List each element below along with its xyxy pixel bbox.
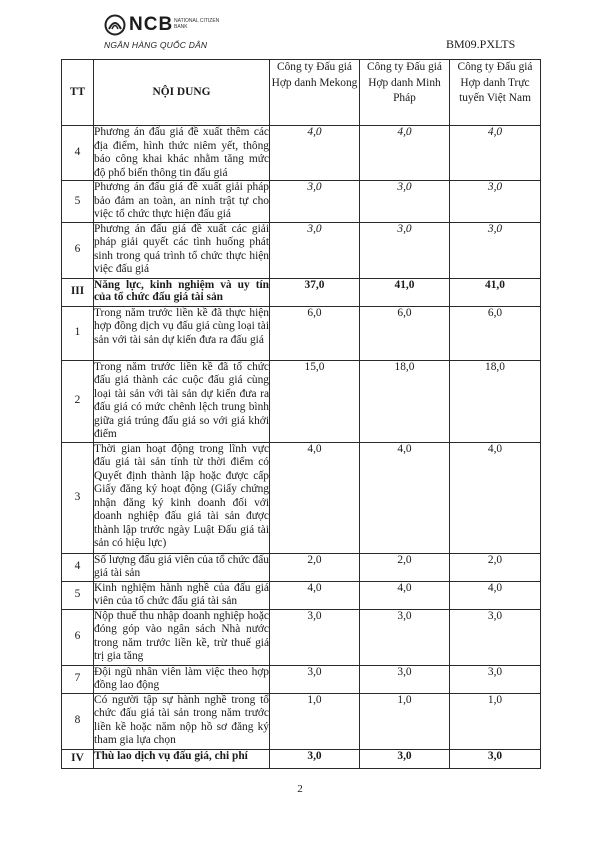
table-row	[62, 442, 541, 553]
section-row	[62, 278, 541, 306]
row-score-3: 3,0	[450, 665, 541, 693]
section-score-1: 37,0	[270, 278, 360, 306]
page-number: 2	[297, 783, 303, 795]
logo-english-name: NATIONAL CITIZEN BANK	[174, 18, 220, 30]
row-score-2: 3,0	[360, 181, 450, 223]
table-row	[62, 693, 541, 749]
row-score-1: 2,0	[270, 553, 360, 581]
row-number: 5	[62, 181, 94, 223]
row-content: Nộp thuế thu nhập doanh nghiệp hoặc đóng góp vào ngân sách Nhà nước trong năm trước liền kề, trừ thuế giá trị gia tăng	[94, 609, 270, 665]
row-score-3: 4,0	[450, 442, 541, 553]
row-score-2: 3,0	[360, 609, 450, 665]
row-content: Trong năm trước liền kề đã tổ chức đấu giá thành các cuộc đấu giá cùng loại tài sản với tài sản dự kiến đưa ra đấu giá có mức chênh lệch trung bình giữa giá trúng đấu giá so với giá khởi điểm	[94, 360, 269, 440]
row-number: 4	[62, 126, 94, 181]
row-content: Phương án đấu giá đề xuất các giải pháp giải quyết các tình huống phát sinh trong quá trình tổ chức thực hiện việc đấu giá	[94, 222, 270, 278]
row-score-2: 3,0	[360, 665, 450, 693]
row-score-1: 4,0	[270, 581, 360, 609]
row-content: Thời gian hoạt động trong lĩnh vực đấu giá tài sản tính từ thời điểm có Quyết định thành lập hoặc được cấp Giấy đăng ký hoạt động (Giấy chứng nhận đăng ký kinh doanh đối với doanh nghiệp đấu giá tài sản được thành lập trước ngày Luật Đấu giá tài sản có hiệu lực)	[94, 442, 270, 553]
row-number: 6	[62, 222, 94, 278]
row-score-1: 3,0	[270, 609, 360, 665]
row-content: Đội ngũ nhân viên làm việc theo hợp đồng lao động	[94, 665, 269, 691]
section-title: Năng lực, kinh nghiệm và uy tín của tổ chức đấu giá tài sản	[94, 278, 270, 306]
row-number: 5	[62, 581, 94, 609]
row-score-3: 1,0	[450, 693, 541, 749]
header-org-3: Công ty Đấu giá Hợp danh Trực tuyến Việt Nam	[450, 60, 541, 126]
row-score-2: 4,0	[360, 126, 450, 181]
row-score-1: 4,0	[270, 126, 360, 181]
row-score-1: 15,0	[270, 360, 360, 442]
row-score-3: 3,0	[450, 222, 541, 278]
section-row	[62, 749, 541, 768]
ncb-logo	[104, 14, 234, 54]
row-score-1: 3,0	[270, 222, 360, 278]
row-content: Có người tập sự hành nghề trong tổ chức đấu giá tài sản trong năm trước liền kề hoặc năm nộp hồ sơ đăng ký tham gia lựa chọn	[94, 693, 270, 749]
logo-vietnamese-name: NGÂN HÀNG QUỐC DÂN	[104, 40, 208, 50]
row-score-3: 3,0	[450, 181, 541, 223]
row-score-3: 6,0	[450, 306, 541, 360]
section-score-2: 3,0	[360, 749, 450, 768]
row-content: Phương án đấu giá đề xuất thêm các địa điểm, hình thức niêm yết, thông báo công khai khác nhằm tăng mức độ phổ biến thông tin đấu giá	[94, 126, 269, 179]
table-row	[62, 665, 541, 693]
row-score-2: 3,0	[360, 222, 450, 278]
section-title: Thù lao dịch vụ đấu giá, chi phí	[94, 749, 270, 768]
row-score-2: 4,0	[360, 581, 450, 609]
row-content: Số lượng đấu giá viên của tổ chức đấu giá tài sản	[94, 553, 269, 579]
table-row	[62, 553, 541, 581]
section-score-3: 41,0	[450, 278, 541, 306]
section-number: IV	[62, 749, 94, 768]
row-score-3: 3,0	[450, 609, 541, 665]
row-number: 8	[62, 693, 94, 749]
row-content: Phương án đấu giá đề xuất giải pháp bảo đảm an toàn, an ninh trật tự cho việc tổ chức thực hiện đấu giá	[94, 181, 269, 220]
section-score-2: 41,0	[360, 278, 450, 306]
row-score-1: 1,0	[270, 693, 360, 749]
page-header	[0, 0, 600, 58]
row-score-2: 4,0	[360, 442, 450, 553]
header-tt: TT	[62, 60, 94, 126]
row-score-2: 18,0	[360, 360, 450, 442]
table-row	[62, 581, 541, 609]
table-row	[62, 222, 541, 278]
ncb-logo-mark-icon	[104, 14, 126, 36]
table-row	[62, 181, 541, 223]
row-score-3: 4,0	[450, 126, 541, 181]
row-number: 7	[62, 665, 94, 693]
row-number: 2	[62, 360, 94, 442]
header-content: NỘI DUNG	[94, 60, 270, 126]
row-content: Kinh nghiệm hành nghề của đấu giá viên của tổ chức đấu giá tài sản	[94, 581, 269, 607]
row-score-3: 18,0	[450, 360, 541, 442]
table-header-row	[62, 60, 541, 126]
row-score-3: 4,0	[450, 581, 541, 609]
row-score-1: 3,0	[270, 665, 360, 693]
logo-wordmark: NCB	[129, 14, 174, 35]
header-org-1: Công ty Đấu giá Hợp danh Mekong	[270, 60, 360, 126]
row-number: 3	[62, 442, 94, 553]
row-number: 6	[62, 609, 94, 665]
header-org-2: Công ty Đấu giá Hợp danh Minh Pháp	[360, 60, 450, 126]
row-score-2: 2,0	[360, 553, 450, 581]
row-score-3: 2,0	[450, 553, 541, 581]
table-row	[62, 306, 541, 360]
row-score-1: 4,0	[270, 442, 360, 553]
table-row	[62, 360, 541, 442]
row-content: Trong năm trước liền kề đã thực hiện hợp đồng dịch vụ đấu giá cùng loại tài sản với tài sản dự kiến đưa ra đấu giá	[94, 306, 270, 360]
section-score-3: 3,0	[450, 749, 541, 768]
row-score-2: 6,0	[360, 306, 450, 360]
form-code: BM09.PXLTS	[446, 37, 516, 51]
row-score-1: 3,0	[270, 181, 360, 223]
row-number: 1	[62, 306, 94, 360]
evaluation-table	[61, 59, 541, 769]
row-number: 4	[62, 553, 94, 581]
row-score-1: 6,0	[270, 306, 360, 360]
row-score-2: 1,0	[360, 693, 450, 749]
section-number: III	[62, 278, 94, 306]
table-row	[62, 609, 541, 665]
section-score-1: 3,0	[270, 749, 360, 768]
table-row	[62, 126, 541, 181]
